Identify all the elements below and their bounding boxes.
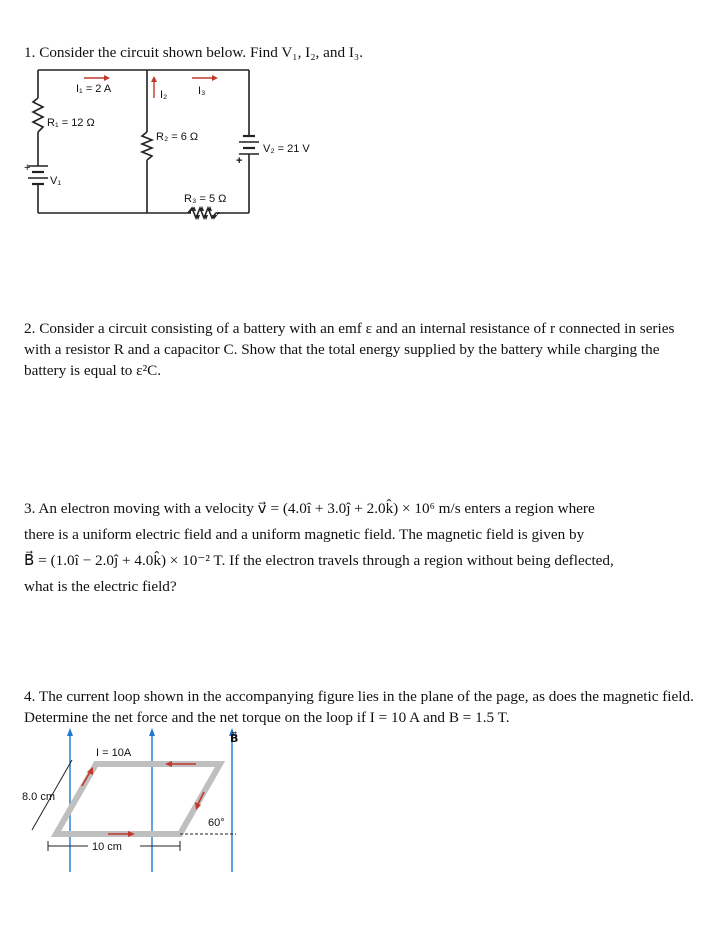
label-r3: R₃ = 5 Ω — [184, 193, 227, 205]
current-loop — [56, 764, 220, 834]
label-v1: V₁ — [50, 175, 62, 187]
label-angle: 60° — [208, 817, 225, 829]
label-b-field: B⃗ — [230, 733, 239, 745]
question-3-line-3: B⃗ = (1.0î − 2.0ĵ + 4.0k̂) × 10⁻² T. If the electron travels through a region without being deflected, — [24, 552, 614, 569]
circuit-wires — [38, 70, 249, 213]
label-v2: V₂ = 21 V — [263, 143, 310, 155]
question-2-text: 2. Consider a circuit consisting of a battery with an emf ε and an internal resistance of r connected in series with a resistor R and a capacitor C. Show that the total energy supplied by the battery while charging the battery is equal to ε²C. — [24, 320, 675, 379]
label-current: I = 10A — [96, 747, 132, 759]
label-r2: R₂ = 6 Ω — [156, 131, 199, 143]
current-loop-diagram — [18, 722, 258, 882]
label-width: 10 cm — [92, 841, 122, 853]
dimension-lines — [32, 760, 236, 851]
label-plus-v2: + — [236, 155, 243, 167]
label-i1: I₁ = 2 A — [76, 83, 112, 95]
question-4-text: 4. The current loop shown in the accompanying figure lies in the plane of the page, as does the magnetic field. Determine the net force and the net torque on the loop if I = 10 A and B = 1.5 T. — [24, 688, 694, 726]
resistor-r1 — [33, 98, 43, 132]
circuit-diagram — [20, 60, 340, 230]
label-i3: I₃ — [198, 85, 206, 97]
resistor-r2 — [142, 132, 152, 160]
question-1-text: 1. Consider the circuit shown below. Find V₁, I₂, and I₃. — [24, 44, 363, 61]
label-side: 8.0 cm — [22, 791, 56, 803]
label-r1: R₁ = 12 Ω — [47, 117, 95, 129]
label-i2: I₂ — [160, 89, 168, 101]
question-3-line-2: there is a uniform electric field and a uniform magnetic field. The magnetic field is given by — [24, 526, 585, 543]
question-3-line-4: what is the electric field? — [24, 578, 177, 595]
question-3-line-1: 3. An electron moving with a velocity v⃗ = (4.0î + 3.0ĵ + 2.0k̂) × 10⁶ m/s enters a region where — [24, 500, 595, 517]
label-plus-v1: + — [24, 162, 31, 174]
question-3-text — [24, 496, 704, 600]
